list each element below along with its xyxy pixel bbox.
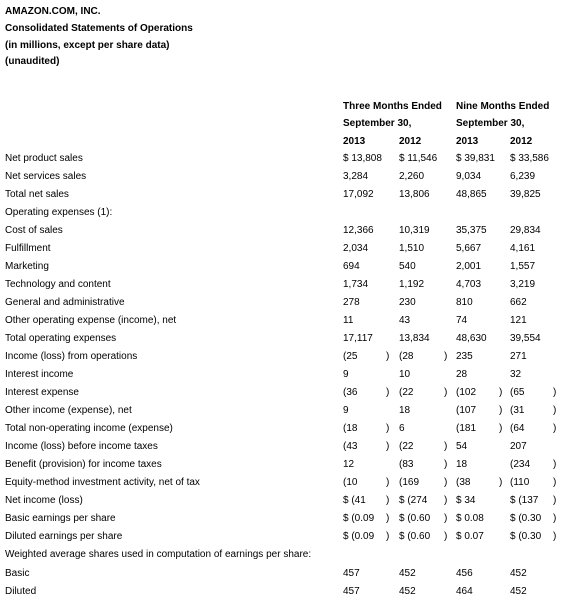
table-row: [0, 387, 562, 405]
table-row: [0, 423, 562, 441]
ytd-2013-value: $ 34: [456, 495, 476, 507]
q3-2013-value: 1,734: [343, 279, 369, 291]
ytd-2012-paren: ): [553, 531, 557, 543]
table-row: [0, 405, 562, 423]
row-label: Cost of sales: [5, 225, 63, 237]
q3-2012-paren: ): [444, 441, 448, 453]
q3-2013-value: (10: [343, 477, 358, 489]
ytd-2012-value: (110: [510, 477, 530, 489]
ytd-2013-value: 235: [456, 351, 473, 363]
q3-2012-value: $ (0.60: [399, 513, 431, 525]
ytd-2012-value: (234: [510, 459, 531, 471]
table-row: [0, 477, 562, 495]
q3-2012-value: 2,260: [399, 171, 425, 182]
ytd-2013-value: 2,001: [456, 261, 482, 273]
ytd-2013-value: 464: [456, 585, 473, 597]
q3-2012-value: (83: [399, 459, 414, 471]
table-row: [0, 441, 562, 459]
ytd-2012-value: $ (0.30: [510, 513, 542, 525]
table-row: [0, 333, 562, 351]
q3-2013-value: 457: [343, 585, 360, 597]
nine-months-header: Nine Months Ended: [456, 101, 550, 112]
ytd-2012-value: 452: [510, 585, 527, 597]
q3-2013-value: 12: [343, 459, 355, 471]
q3-2013-paren: ): [386, 351, 390, 363]
ytd-2013-value: (102: [456, 387, 477, 399]
q3-2012-paren: ): [444, 387, 448, 399]
row-label: Total non-operating income (expense): [5, 423, 173, 435]
ytd-2013-value: 48,630: [456, 333, 487, 345]
q3-2012-value: 6: [399, 423, 405, 435]
ytd-2013-value: (107: [456, 405, 477, 417]
ytd-2013-value: 5,667: [456, 243, 482, 255]
row-label: Technology and content: [5, 279, 111, 291]
ytd-2013-value: 456: [456, 567, 473, 579]
row-label: Diluted earnings per share: [5, 531, 123, 543]
q3-2013-value: 9: [343, 405, 349, 417]
ytd-2012-value: 29,834: [510, 225, 541, 237]
ytd-2012-paren: ): [553, 387, 557, 399]
year-header-3: 2013: [456, 136, 479, 147]
ytd-2012-value: (31: [510, 405, 525, 417]
q3-2012-value: $ 11,546: [399, 153, 438, 164]
ytd-2012-paren: ): [553, 495, 557, 507]
table-row: [0, 351, 562, 369]
ytd-2013-value: $ 0.07: [456, 531, 484, 543]
q3-2013-value: 17,117: [343, 333, 373, 345]
q3-2013-value: $ (41: [343, 495, 366, 507]
ytd-2013-value: 54: [456, 441, 468, 453]
q3-2013-value: 2,034: [343, 243, 369, 255]
row-label: Operating expenses (1):: [5, 207, 113, 219]
statement-subtitle: (in millions, except per share data): [5, 40, 170, 51]
ytd-2012-value: 452: [510, 567, 527, 579]
row-label: Income (loss) from operations: [5, 351, 138, 363]
table-row: [0, 531, 562, 549]
year-header-4: 2012: [510, 136, 533, 147]
q3-2012-value: 43: [399, 315, 411, 327]
ytd-2012-value: 3,219: [510, 279, 536, 291]
q3-2012-value: 13,806: [399, 189, 430, 200]
q3-2012-paren: ): [444, 477, 448, 489]
ytd-2012-value: $ 33,586: [510, 153, 549, 164]
q3-2013-value: 9: [343, 369, 349, 381]
q3-2012-value: (28: [399, 351, 414, 363]
q3-2012-value: $ (274: [399, 495, 428, 507]
table-row: [0, 549, 562, 567]
q3-2012-value: (169: [399, 477, 420, 489]
q3-2013-paren: ): [386, 477, 390, 489]
ytd-2012-paren: ): [553, 459, 557, 471]
table-row: [0, 315, 562, 333]
ytd-2012-value: 39,825: [510, 189, 541, 200]
q3-2013-value: 457: [343, 567, 360, 579]
ytd-2012-value: 6,239: [510, 171, 536, 182]
q3-2012-value: 452: [399, 585, 416, 597]
q3-2013-paren: ): [386, 531, 390, 543]
row-label: Fulfillment: [5, 243, 51, 255]
row-label: Equity-method investment activity, net of tax: [5, 477, 200, 489]
ytd-2012-value: 32: [510, 369, 522, 381]
ytd-2013-value: 4,703: [456, 279, 482, 291]
ytd-2012-value: (64: [510, 423, 525, 435]
row-label: Net product sales: [5, 153, 83, 164]
ytd-2012-value: $ (0.30: [510, 531, 542, 543]
table-row: [0, 495, 562, 513]
ytd-2012-paren: ): [553, 477, 557, 489]
ytd-2012-value: 1,557: [510, 261, 536, 273]
row-label: Marketing: [5, 261, 49, 273]
ytd-2013-value: 28: [456, 369, 468, 381]
q3-2013-value: $ (0.09: [343, 531, 375, 543]
ytd-2013-value: $ 39,831: [456, 153, 495, 164]
ytd-2012-value: 662: [510, 297, 527, 309]
table-row: [0, 513, 562, 531]
ytd-2012-paren: ): [553, 405, 557, 417]
ytd-2012-value: (65: [510, 387, 525, 399]
q3-2012-value: 1,510: [399, 243, 425, 255]
ytd-2013-value: (181: [456, 423, 477, 435]
year-header-2: 2012: [399, 136, 422, 147]
ytd-2012-value: $ (137: [510, 495, 539, 507]
q3-2013-paren: ): [386, 387, 390, 399]
table-row: [0, 261, 562, 279]
q3-2012-value: (22: [399, 441, 414, 453]
row-label: Total operating expenses: [5, 333, 117, 345]
ytd-2013-paren: ): [499, 477, 503, 489]
ytd-2013-value: 18: [456, 459, 468, 471]
row-label: Net income (loss): [5, 495, 83, 507]
table-row: [0, 243, 562, 261]
ytd-2012-paren: ): [553, 513, 557, 525]
row-label: Interest income: [5, 369, 74, 381]
row-label: Interest expense: [5, 387, 79, 399]
ytd-2013-value: $ 0.08: [456, 513, 484, 525]
table-row: [0, 459, 562, 477]
ytd-2012-paren: ): [553, 423, 557, 435]
table-row: [0, 171, 562, 189]
three-months-header: Three Months Ended: [343, 101, 442, 112]
ytd-2012-value: 121: [510, 315, 527, 327]
q3-2013-paren: ): [386, 423, 390, 435]
ytd-2012-value: 4,161: [510, 243, 536, 255]
q3-2012-value: 13,834: [399, 333, 430, 345]
table-row: [0, 189, 562, 207]
table-row: [0, 279, 562, 297]
row-label: General and administrative: [5, 297, 125, 309]
row-label: Benefit (provision) for income taxes: [5, 459, 162, 471]
row-label: Diluted: [5, 585, 37, 597]
q3-2012-value: 1,192: [399, 279, 425, 291]
q3-2012-value: 452: [399, 567, 416, 579]
row-label: Income (loss) before income taxes: [5, 441, 158, 453]
q3-2013-value: $ 13,808: [343, 153, 382, 164]
q3-2012-value: 10,319: [399, 225, 430, 237]
row-label: Basic: [5, 567, 30, 579]
row-label: Total net sales: [5, 189, 69, 200]
three-months-date: September 30,: [343, 118, 412, 129]
table-row: [0, 297, 562, 315]
q3-2013-value: (36: [343, 387, 358, 399]
table-row: [0, 207, 562, 225]
q3-2013-value: 3,284: [343, 171, 369, 182]
ytd-2012-value: 271: [510, 351, 527, 363]
q3-2012-paren: ): [444, 495, 448, 507]
table-row: [0, 369, 562, 387]
unaudited-note: (unaudited): [5, 56, 60, 67]
q3-2013-value: (18: [343, 423, 358, 435]
ytd-2012-value: 39,554: [510, 333, 541, 345]
ytd-2013-value: 35,375: [456, 225, 487, 237]
ytd-2013-paren: ): [499, 405, 503, 417]
row-label: Net services sales: [5, 171, 87, 182]
q3-2013-value: 694: [343, 261, 360, 273]
q3-2012-value: 18: [399, 405, 411, 417]
nine-months-date: September 30,: [456, 118, 525, 129]
row-label: Weighted average shares used in computation of earnings per share:: [5, 549, 312, 561]
ytd-2013-value: 74: [456, 315, 468, 327]
company-name: AMAZON.COM, INC.: [5, 6, 101, 17]
q3-2013-value: 11: [343, 315, 354, 327]
row-label: Other operating expense (income), net: [5, 315, 177, 327]
q3-2012-paren: ): [444, 351, 448, 363]
q3-2013-paren: ): [386, 513, 390, 525]
q3-2012-paren: ): [444, 459, 448, 471]
ytd-2013-value: 48,865: [456, 189, 487, 200]
ytd-2012-value: 207: [510, 441, 527, 453]
q3-2012-paren: ): [444, 513, 448, 525]
table-row: [0, 568, 562, 586]
table-row: [0, 153, 562, 171]
q3-2012-value: 230: [399, 297, 416, 309]
ytd-2013-value: 810: [456, 297, 473, 309]
table-row: [0, 225, 562, 243]
ytd-2013-paren: ): [499, 423, 503, 435]
ytd-2013-value: (38: [456, 477, 471, 489]
q3-2013-paren: ): [386, 441, 390, 453]
q3-2012-value: $ (0.60: [399, 531, 431, 543]
q3-2012-paren: ): [444, 531, 448, 543]
ytd-2013-value: 9,034: [456, 171, 482, 182]
q3-2012-value: 540: [399, 261, 416, 273]
q3-2012-value: (22: [399, 387, 414, 399]
statement-title: Consolidated Statements of Operations: [5, 23, 193, 34]
ytd-2013-paren: ): [499, 387, 503, 399]
q3-2013-value: 278: [343, 297, 360, 309]
q3-2013-value: $ (0.09: [343, 513, 375, 525]
q3-2013-value: 17,092: [343, 189, 374, 200]
q3-2013-value: 12,366: [343, 225, 374, 237]
row-label: Basic earnings per share: [5, 513, 116, 525]
row-label: Other income (expense), net: [5, 405, 132, 417]
q3-2013-paren: ): [386, 495, 390, 507]
q3-2013-value: (43: [343, 441, 358, 453]
year-header-1: 2013: [343, 136, 366, 147]
q3-2013-value: (25: [343, 351, 358, 363]
q3-2012-value: 10: [399, 369, 411, 381]
